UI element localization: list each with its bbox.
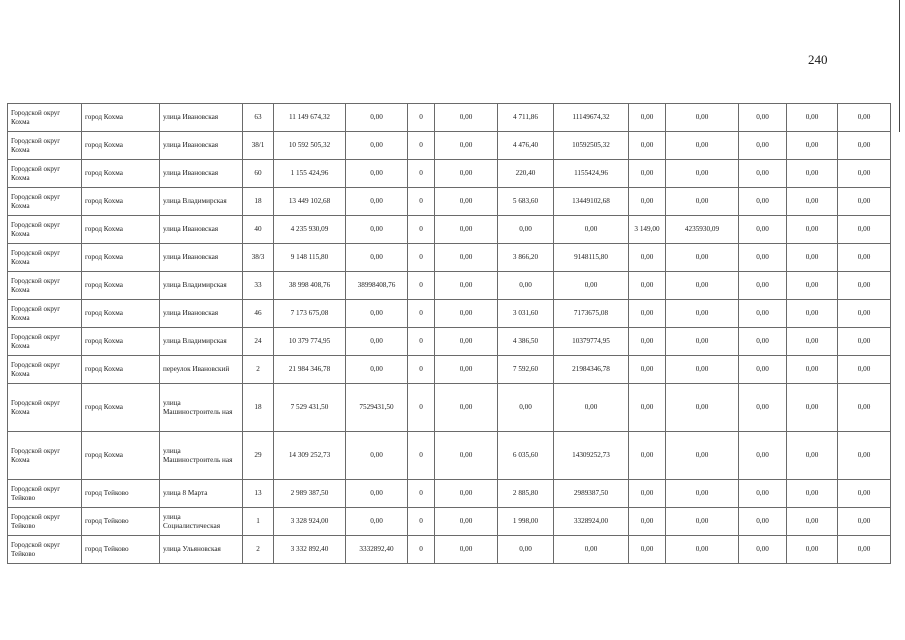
col11-cell: 0,00 xyxy=(629,160,666,188)
col13-cell: 0,00 xyxy=(739,480,787,508)
col13-cell: 0,00 xyxy=(739,432,787,480)
col8-cell: 0,00 xyxy=(435,480,498,508)
house-number-cell: 18 xyxy=(243,188,274,216)
col11-cell: 0,00 xyxy=(629,384,666,432)
col15-cell: 0,00 xyxy=(838,384,891,432)
okrug-cell: Городской округ Кохма xyxy=(8,432,82,480)
col13-cell: 0,00 xyxy=(739,216,787,244)
total-cost-cell: 1 155 424,96 xyxy=(274,160,346,188)
col11-cell: 0,00 xyxy=(629,328,666,356)
street-cell: улица Владимирская xyxy=(160,188,243,216)
col6-cell: 0,00 xyxy=(346,132,408,160)
okrug-cell: Городской округ Кохма xyxy=(8,272,82,300)
street-cell: улица Машиностроитель ная xyxy=(160,384,243,432)
total-cost-cell: 21 984 346,78 xyxy=(274,356,346,384)
col7-cell: 0 xyxy=(408,432,435,480)
col15-cell: 0,00 xyxy=(838,356,891,384)
col10-cell: 11149674,32 xyxy=(554,104,629,132)
col11-cell: 0,00 xyxy=(629,508,666,536)
table-row xyxy=(8,216,891,244)
col13-cell: 0,00 xyxy=(739,328,787,356)
col12-cell: 0,00 xyxy=(666,160,739,188)
total-cost-cell: 14 309 252,73 xyxy=(274,432,346,480)
city-cell: город Кохма xyxy=(82,300,160,328)
col8-cell: 0,00 xyxy=(435,356,498,384)
street-cell: улица Ивановская xyxy=(160,104,243,132)
col11-cell: 0,00 xyxy=(629,272,666,300)
col7-cell: 0 xyxy=(408,356,435,384)
col8-cell: 0,00 xyxy=(435,216,498,244)
col14-cell: 0,00 xyxy=(787,384,838,432)
city-cell: город Тейково xyxy=(82,508,160,536)
col9-cell: 5 683,60 xyxy=(498,188,554,216)
col10-cell: 0,00 xyxy=(554,384,629,432)
col7-cell: 0 xyxy=(408,244,435,272)
col7-cell: 0 xyxy=(408,508,435,536)
col15-cell: 0,00 xyxy=(838,104,891,132)
table-row xyxy=(8,300,891,328)
col10-cell: 1155424,96 xyxy=(554,160,629,188)
col6-cell: 0,00 xyxy=(346,160,408,188)
col9-cell: 4 476,40 xyxy=(498,132,554,160)
street-cell: улица Ульяновская xyxy=(160,536,243,564)
col14-cell: 0,00 xyxy=(787,272,838,300)
total-cost-cell: 10 592 505,32 xyxy=(274,132,346,160)
col12-cell: 0,00 xyxy=(666,356,739,384)
col9-cell: 7 592,60 xyxy=(498,356,554,384)
house-number-cell: 1 xyxy=(243,508,274,536)
col12-cell: 0,00 xyxy=(666,432,739,480)
col13-cell: 0,00 xyxy=(739,132,787,160)
col10-cell: 0,00 xyxy=(554,536,629,564)
col11-cell: 3 149,00 xyxy=(629,216,666,244)
col12-cell: 0,00 xyxy=(666,300,739,328)
col8-cell: 0,00 xyxy=(435,132,498,160)
table-row xyxy=(8,244,891,272)
street-cell: улица Ивановская xyxy=(160,160,243,188)
col6-cell: 0,00 xyxy=(346,480,408,508)
col6-cell: 0,00 xyxy=(346,188,408,216)
col10-cell: 9148115,80 xyxy=(554,244,629,272)
col12-cell: 0,00 xyxy=(666,536,739,564)
street-cell: улица 8 Марта xyxy=(160,480,243,508)
col9-cell: 0,00 xyxy=(498,272,554,300)
total-cost-cell: 10 379 774,95 xyxy=(274,328,346,356)
col13-cell: 0,00 xyxy=(739,160,787,188)
col9-cell: 4 711,86 xyxy=(498,104,554,132)
col6-cell: 7529431,50 xyxy=(346,384,408,432)
total-cost-cell: 9 148 115,80 xyxy=(274,244,346,272)
house-number-cell: 60 xyxy=(243,160,274,188)
col15-cell: 0,00 xyxy=(838,132,891,160)
col6-cell: 0,00 xyxy=(346,356,408,384)
col7-cell: 0 xyxy=(408,216,435,244)
city-cell: город Кохма xyxy=(82,328,160,356)
table-row xyxy=(8,132,891,160)
col15-cell: 0,00 xyxy=(838,160,891,188)
col15-cell: 0,00 xyxy=(838,508,891,536)
street-cell: улица Ивановская xyxy=(160,244,243,272)
col8-cell: 0,00 xyxy=(435,160,498,188)
page-edge-line xyxy=(899,0,900,132)
street-cell: улица Владимирская xyxy=(160,328,243,356)
col9-cell: 6 035,60 xyxy=(498,432,554,480)
col7-cell: 0 xyxy=(408,300,435,328)
street-cell: улица Социалистическая xyxy=(160,508,243,536)
col11-cell: 0,00 xyxy=(629,104,666,132)
col8-cell: 0,00 xyxy=(435,432,498,480)
col12-cell: 0,00 xyxy=(666,328,739,356)
col13-cell: 0,00 xyxy=(739,300,787,328)
col12-cell: 0,00 xyxy=(666,480,739,508)
col6-cell: 0,00 xyxy=(346,104,408,132)
col15-cell: 0,00 xyxy=(838,300,891,328)
col11-cell: 0,00 xyxy=(629,480,666,508)
col13-cell: 0,00 xyxy=(739,188,787,216)
city-cell: город Тейково xyxy=(82,480,160,508)
col7-cell: 0 xyxy=(408,132,435,160)
col14-cell: 0,00 xyxy=(787,216,838,244)
total-cost-cell: 3 332 892,40 xyxy=(274,536,346,564)
table-row xyxy=(8,384,891,432)
city-cell: город Кохма xyxy=(82,432,160,480)
col14-cell: 0,00 xyxy=(787,536,838,564)
okrug-cell: Городской округ Кохма xyxy=(8,160,82,188)
col12-cell: 0,00 xyxy=(666,384,739,432)
table-row xyxy=(8,160,891,188)
total-cost-cell: 7 529 431,50 xyxy=(274,384,346,432)
col13-cell: 0,00 xyxy=(739,244,787,272)
col10-cell: 14309252,73 xyxy=(554,432,629,480)
col11-cell: 0,00 xyxy=(629,188,666,216)
col12-cell: 0,00 xyxy=(666,188,739,216)
col14-cell: 0,00 xyxy=(787,132,838,160)
city-cell: город Тейково xyxy=(82,536,160,564)
city-cell: город Кохма xyxy=(82,244,160,272)
col6-cell: 0,00 xyxy=(346,432,408,480)
total-cost-cell: 13 449 102,68 xyxy=(274,188,346,216)
col8-cell: 0,00 xyxy=(435,244,498,272)
col10-cell: 2989387,50 xyxy=(554,480,629,508)
col7-cell: 0 xyxy=(408,328,435,356)
col13-cell: 0,00 xyxy=(739,104,787,132)
city-cell: город Кохма xyxy=(82,104,160,132)
okrug-cell: Городской округ Кохма xyxy=(8,356,82,384)
col15-cell: 0,00 xyxy=(838,216,891,244)
col12-cell: 4235930,09 xyxy=(666,216,739,244)
col6-cell: 38998408,76 xyxy=(346,272,408,300)
col8-cell: 0,00 xyxy=(435,104,498,132)
col9-cell: 1 998,00 xyxy=(498,508,554,536)
col12-cell: 0,00 xyxy=(666,244,739,272)
col14-cell: 0,00 xyxy=(787,432,838,480)
col14-cell: 0,00 xyxy=(787,328,838,356)
col9-cell: 3 031,60 xyxy=(498,300,554,328)
col14-cell: 0,00 xyxy=(787,356,838,384)
city-cell: город Кохма xyxy=(82,216,160,244)
col13-cell: 0,00 xyxy=(739,508,787,536)
col10-cell: 10592505,32 xyxy=(554,132,629,160)
table-row xyxy=(8,104,891,132)
col14-cell: 0,00 xyxy=(787,244,838,272)
table-row xyxy=(8,272,891,300)
col13-cell: 0,00 xyxy=(739,272,787,300)
city-cell: город Кохма xyxy=(82,272,160,300)
house-number-cell: 29 xyxy=(243,432,274,480)
house-number-cell: 46 xyxy=(243,300,274,328)
okrug-cell: Городской округ Кохма xyxy=(8,132,82,160)
total-cost-cell: 4 235 930,09 xyxy=(274,216,346,244)
city-cell: город Кохма xyxy=(82,160,160,188)
okrug-cell: Городской округ Кохма xyxy=(8,188,82,216)
table-row xyxy=(8,480,891,508)
col12-cell: 0,00 xyxy=(666,132,739,160)
col15-cell: 0,00 xyxy=(838,272,891,300)
col8-cell: 0,00 xyxy=(435,536,498,564)
total-cost-cell: 2 989 387,50 xyxy=(274,480,346,508)
col9-cell: 3 866,20 xyxy=(498,244,554,272)
table-row xyxy=(8,328,891,356)
col12-cell: 0,00 xyxy=(666,272,739,300)
col11-cell: 0,00 xyxy=(629,536,666,564)
total-cost-cell: 3 328 924,00 xyxy=(274,508,346,536)
okrug-cell: Городской округ Тейково xyxy=(8,536,82,564)
col8-cell: 0,00 xyxy=(435,508,498,536)
col9-cell: 0,00 xyxy=(498,216,554,244)
col9-cell: 220,40 xyxy=(498,160,554,188)
col6-cell: 0,00 xyxy=(346,508,408,536)
house-number-cell: 18 xyxy=(243,384,274,432)
col10-cell: 0,00 xyxy=(554,272,629,300)
col14-cell: 0,00 xyxy=(787,508,838,536)
total-cost-cell: 38 998 408,76 xyxy=(274,272,346,300)
col15-cell: 0,00 xyxy=(838,480,891,508)
col13-cell: 0,00 xyxy=(739,536,787,564)
col7-cell: 0 xyxy=(408,104,435,132)
col6-cell: 0,00 xyxy=(346,300,408,328)
street-cell: улица Ивановская xyxy=(160,216,243,244)
col9-cell: 2 885,80 xyxy=(498,480,554,508)
house-number-cell: 63 xyxy=(243,104,274,132)
col10-cell: 10379774,95 xyxy=(554,328,629,356)
street-cell: улица Ивановская xyxy=(160,132,243,160)
page-number: 240 xyxy=(808,52,828,67)
street-cell: улица Ивановская xyxy=(160,300,243,328)
col15-cell: 0,00 xyxy=(838,536,891,564)
col10-cell: 0,00 xyxy=(554,216,629,244)
house-number-cell: 13 xyxy=(243,480,274,508)
col14-cell: 0,00 xyxy=(787,300,838,328)
col7-cell: 0 xyxy=(408,272,435,300)
col8-cell: 0,00 xyxy=(435,188,498,216)
okrug-cell: Городской округ Тейково xyxy=(8,508,82,536)
street-cell: улица Владимирская xyxy=(160,272,243,300)
house-number-cell: 40 xyxy=(243,216,274,244)
housing-register-table xyxy=(7,103,891,564)
total-cost-cell: 7 173 675,08 xyxy=(274,300,346,328)
col11-cell: 0,00 xyxy=(629,300,666,328)
col6-cell: 0,00 xyxy=(346,244,408,272)
house-number-cell: 24 xyxy=(243,328,274,356)
col13-cell: 0,00 xyxy=(739,384,787,432)
col10-cell: 3328924,00 xyxy=(554,508,629,536)
col7-cell: 0 xyxy=(408,480,435,508)
col15-cell: 0,00 xyxy=(838,328,891,356)
col10-cell: 21984346,78 xyxy=(554,356,629,384)
okrug-cell: Городской округ Кохма xyxy=(8,244,82,272)
house-number-cell: 2 xyxy=(243,356,274,384)
table-row xyxy=(8,536,891,564)
col9-cell: 0,00 xyxy=(498,384,554,432)
col11-cell: 0,00 xyxy=(629,244,666,272)
table-row xyxy=(8,356,891,384)
table-row xyxy=(8,508,891,536)
col8-cell: 0,00 xyxy=(435,328,498,356)
col7-cell: 0 xyxy=(408,160,435,188)
col9-cell: 4 386,50 xyxy=(498,328,554,356)
total-cost-cell: 11 149 674,32 xyxy=(274,104,346,132)
col11-cell: 0,00 xyxy=(629,432,666,480)
col15-cell: 0,00 xyxy=(838,188,891,216)
col8-cell: 0,00 xyxy=(435,272,498,300)
col7-cell: 0 xyxy=(408,536,435,564)
col7-cell: 0 xyxy=(408,384,435,432)
house-number-cell: 33 xyxy=(243,272,274,300)
city-cell: город Кохма xyxy=(82,132,160,160)
col11-cell: 0,00 xyxy=(629,132,666,160)
okrug-cell: Городской округ Кохма xyxy=(8,300,82,328)
col8-cell: 0,00 xyxy=(435,300,498,328)
okrug-cell: Городской округ Кохма xyxy=(8,216,82,244)
col8-cell: 0,00 xyxy=(435,384,498,432)
col6-cell: 0,00 xyxy=(346,216,408,244)
table-row xyxy=(8,432,891,480)
okrug-cell: Городской округ Кохма xyxy=(8,104,82,132)
okrug-cell: Городской округ Кохма xyxy=(8,384,82,432)
col12-cell: 0,00 xyxy=(666,104,739,132)
col15-cell: 0,00 xyxy=(838,244,891,272)
okrug-cell: Городской округ Тейково xyxy=(8,480,82,508)
col10-cell: 13449102,68 xyxy=(554,188,629,216)
col13-cell: 0,00 xyxy=(739,356,787,384)
col14-cell: 0,00 xyxy=(787,160,838,188)
col14-cell: 0,00 xyxy=(787,480,838,508)
col11-cell: 0,00 xyxy=(629,356,666,384)
house-number-cell: 38/3 xyxy=(243,244,274,272)
street-cell: переулок Ивановский xyxy=(160,356,243,384)
col15-cell: 0,00 xyxy=(838,432,891,480)
col6-cell: 0,00 xyxy=(346,328,408,356)
col12-cell: 0,00 xyxy=(666,508,739,536)
city-cell: город Кохма xyxy=(82,384,160,432)
col14-cell: 0,00 xyxy=(787,104,838,132)
city-cell: город Кохма xyxy=(82,356,160,384)
house-number-cell: 2 xyxy=(243,536,274,564)
col10-cell: 7173675,08 xyxy=(554,300,629,328)
table-row xyxy=(8,188,891,216)
col6-cell: 3332892,40 xyxy=(346,536,408,564)
okrug-cell: Городской округ Кохма xyxy=(8,328,82,356)
col7-cell: 0 xyxy=(408,188,435,216)
city-cell: город Кохма xyxy=(82,188,160,216)
col14-cell: 0,00 xyxy=(787,188,838,216)
street-cell: улица Машиностроитель ная xyxy=(160,432,243,480)
col9-cell: 0,00 xyxy=(498,536,554,564)
house-number-cell: 38/1 xyxy=(243,132,274,160)
